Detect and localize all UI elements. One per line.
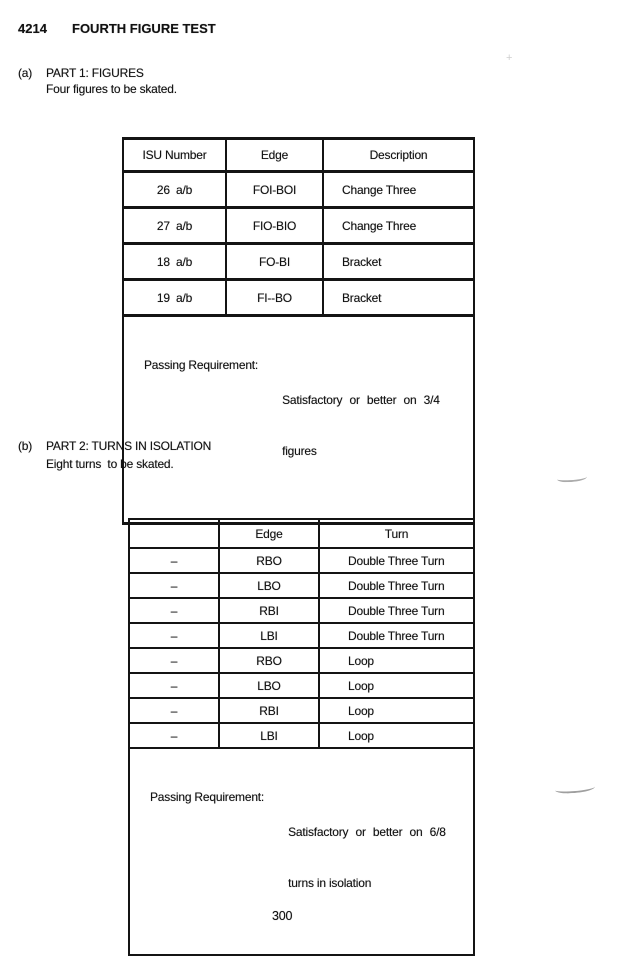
table-row xyxy=(129,723,474,748)
table-cell: Loop xyxy=(319,723,474,748)
table-cell: RBO xyxy=(219,648,319,673)
table-cell: Change Three xyxy=(323,172,474,208)
table-cell: – xyxy=(129,723,219,748)
table-row xyxy=(123,172,474,208)
table-cell: Double Three Turn xyxy=(319,598,474,623)
section-b-subtitle: Eight turns to be skated. xyxy=(46,457,174,471)
table-row xyxy=(129,698,474,723)
table-cell: LBI xyxy=(219,723,319,748)
table-row xyxy=(129,648,474,673)
column-header-edge: Edge xyxy=(219,519,319,548)
passing-requirement-text-line2: turns in isolation xyxy=(288,876,372,890)
table-cell: LBO xyxy=(219,673,319,698)
table-cell: FI--BO xyxy=(226,280,323,316)
table-cell: – xyxy=(129,648,219,673)
table-row xyxy=(123,208,474,244)
table-cell: – xyxy=(129,573,219,598)
table-cell: 19 a/b xyxy=(123,280,226,316)
column-header-isu-number: ISU Number xyxy=(123,139,226,172)
table-row xyxy=(129,673,474,698)
table-cell: Double Three Turn xyxy=(319,573,474,598)
table-cell: Double Three Turn xyxy=(319,623,474,648)
column-header-blank xyxy=(129,519,219,548)
section-b-label: (b) xyxy=(18,439,33,453)
table-header-row xyxy=(129,519,474,548)
passing-requirement-text: Satisfactory or better on 3/4 xyxy=(282,393,440,407)
table-cell: FOI-BOI xyxy=(226,172,323,208)
table-cell: 27 a/b xyxy=(123,208,226,244)
table-cell: Loop xyxy=(319,673,474,698)
table-cell: Double Three Turn xyxy=(319,548,474,573)
table-cell: – xyxy=(129,598,219,623)
scan-speck-icon: + xyxy=(506,52,513,64)
table-cell: Change Three xyxy=(323,208,474,244)
scan-squiggle-icon xyxy=(557,473,587,483)
table-cell: LBI xyxy=(219,623,319,648)
figures-table xyxy=(122,137,475,525)
table-cell: Loop xyxy=(319,648,474,673)
passing-requirement-cell xyxy=(123,316,474,524)
table-cell: 26 a/b xyxy=(123,172,226,208)
passing-requirement-row xyxy=(129,748,474,955)
table-row xyxy=(129,623,474,648)
table-row xyxy=(123,244,474,280)
table-cell: LBO xyxy=(219,573,319,598)
passing-requirement-label: Passing Requirement: xyxy=(144,358,259,372)
turns-table xyxy=(128,518,475,956)
table-cell: Bracket xyxy=(323,280,474,316)
page-title: FOURTH FIGURE TEST xyxy=(72,21,216,36)
passing-requirement-label: Passing Requirement: xyxy=(150,790,265,804)
section-b-title: PART 2: TURNS IN ISOLATION xyxy=(46,439,212,453)
passing-requirement-text: Satisfactory or better on 6/8 xyxy=(288,825,446,839)
table-cell: FO-BI xyxy=(226,244,323,280)
page-number: 300 xyxy=(272,909,293,923)
table-cell: RBI xyxy=(219,598,319,623)
table-cell: RBI xyxy=(219,698,319,723)
table-cell: 18 a/b xyxy=(123,244,226,280)
table-row xyxy=(129,548,474,573)
table-header-row xyxy=(123,139,474,172)
table-cell: – xyxy=(129,548,219,573)
table-cell: Bracket xyxy=(323,244,474,280)
table-cell: RBO xyxy=(219,548,319,573)
table-row xyxy=(129,573,474,598)
section-a-label: (a) xyxy=(18,66,33,80)
table-cell: – xyxy=(129,623,219,648)
passing-requirement-row xyxy=(123,316,474,524)
column-header-turn: Turn xyxy=(319,519,474,548)
table-cell: – xyxy=(129,698,219,723)
passing-requirement-cell xyxy=(129,748,474,955)
section-a-title: PART 1: FIGURES xyxy=(46,66,144,80)
column-header-description: Description xyxy=(323,139,474,172)
table-cell: Loop xyxy=(319,698,474,723)
table-cell: – xyxy=(129,673,219,698)
section-a-subtitle: Four figures to be skated. xyxy=(46,82,177,96)
table-row xyxy=(123,280,474,316)
table-cell: FIO-BIO xyxy=(226,208,323,244)
column-header-edge: Edge xyxy=(226,139,323,172)
scan-squiggle-icon xyxy=(555,783,596,795)
doc-number: 4214 xyxy=(18,21,47,36)
passing-requirement-text-line2: figures xyxy=(282,444,317,458)
table-row xyxy=(129,598,474,623)
